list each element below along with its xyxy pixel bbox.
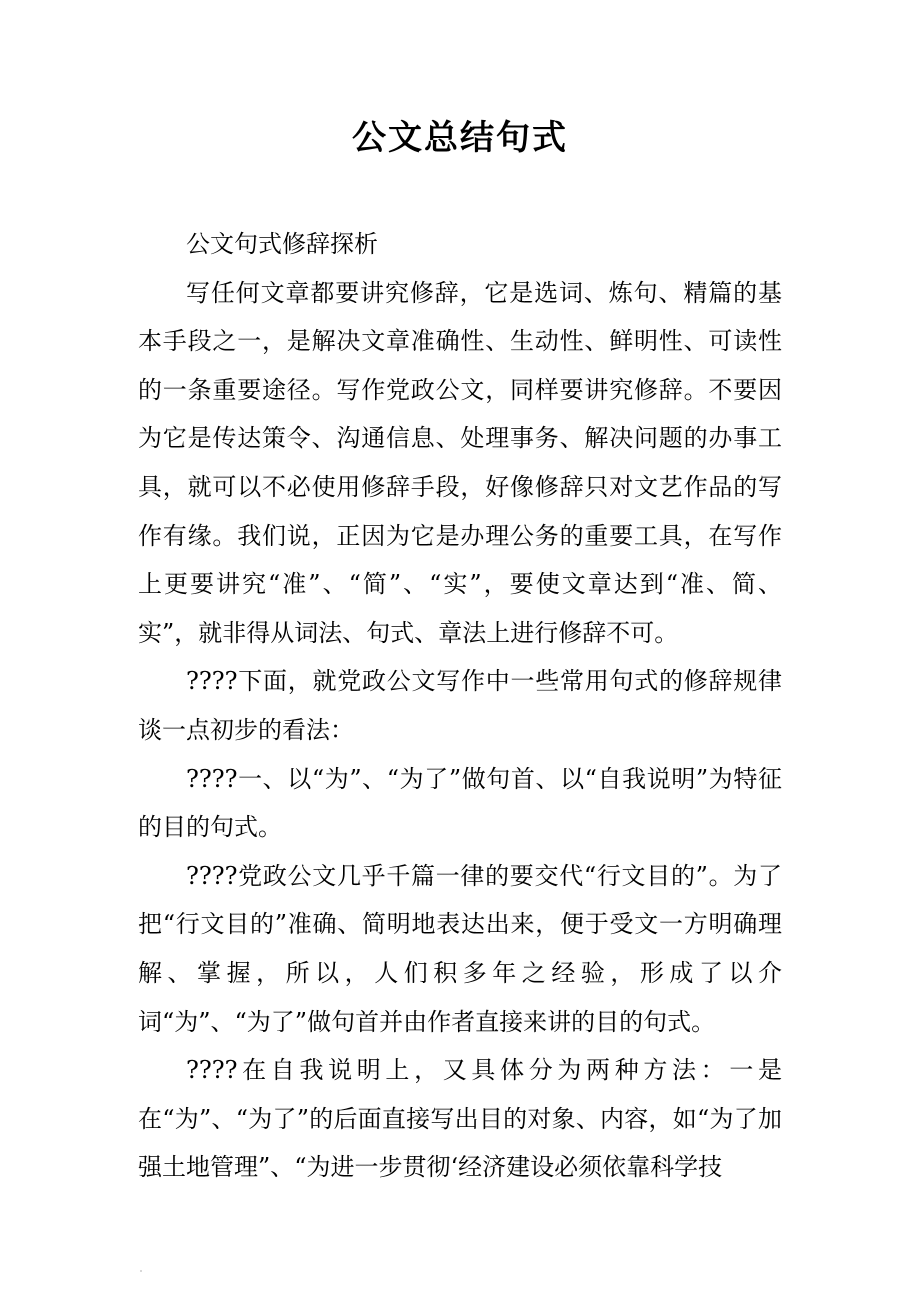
body-paragraph-1: 写任何文章都要讲究修辞，它是选词、炼句、精篇的基本手段之一，是解决文章准确性、生动性、鲜明性、可读性的一条重要途径。写作党政公文，同样要讲究修辞。不要因为它是传达策令、沟通信息、处理事务、解决问题的办事工具，就可以不必使用修辞手段，好像修辞只对文艺作品的写作有缘。我们说，正因为它是办理公务的重要工具，在写作上更要讲究“准”、“简”、“实”，要使文章达到“准、简、实”，就非得从词法、句式、章法上进行修辞不可。 (138, 278, 782, 647)
body-paragraph-4: ????党政公文几乎千篇一律的要交代“行文目的”。为了把“行文目的”准确、简明地表达出来，便于受文一方明确理解、掌握，所以，人们积多年之经验，形成了以介词“为”、“为了”做句首并由作者直接来讲的目的句式。 (138, 861, 782, 1036)
scan-speck (140, 1270, 142, 1272)
body-paragraph-2: ????下面，就党政公文写作中一些常用句式的修辞规律谈一点初步的看法： (138, 667, 782, 744)
body-paragraph-5: ????在自我说明上，又具体分为两种方法：一是在“为”、“为了”的后面直接写出目的对象、内容，如“为了加强土地管理”、“为进一步贯彻‘经济建设必须依靠科学技 (138, 1056, 782, 1182)
document-body (138, 220, 782, 1192)
subtitle-paragraph: 公文句式修辞探析 (186, 230, 378, 258)
body-paragraph-3: ????一、以“为”、“为了”做句首、以“自我说明”为特征的目的句式。 (138, 764, 782, 842)
document-title: 公文总结句式 (352, 118, 568, 158)
